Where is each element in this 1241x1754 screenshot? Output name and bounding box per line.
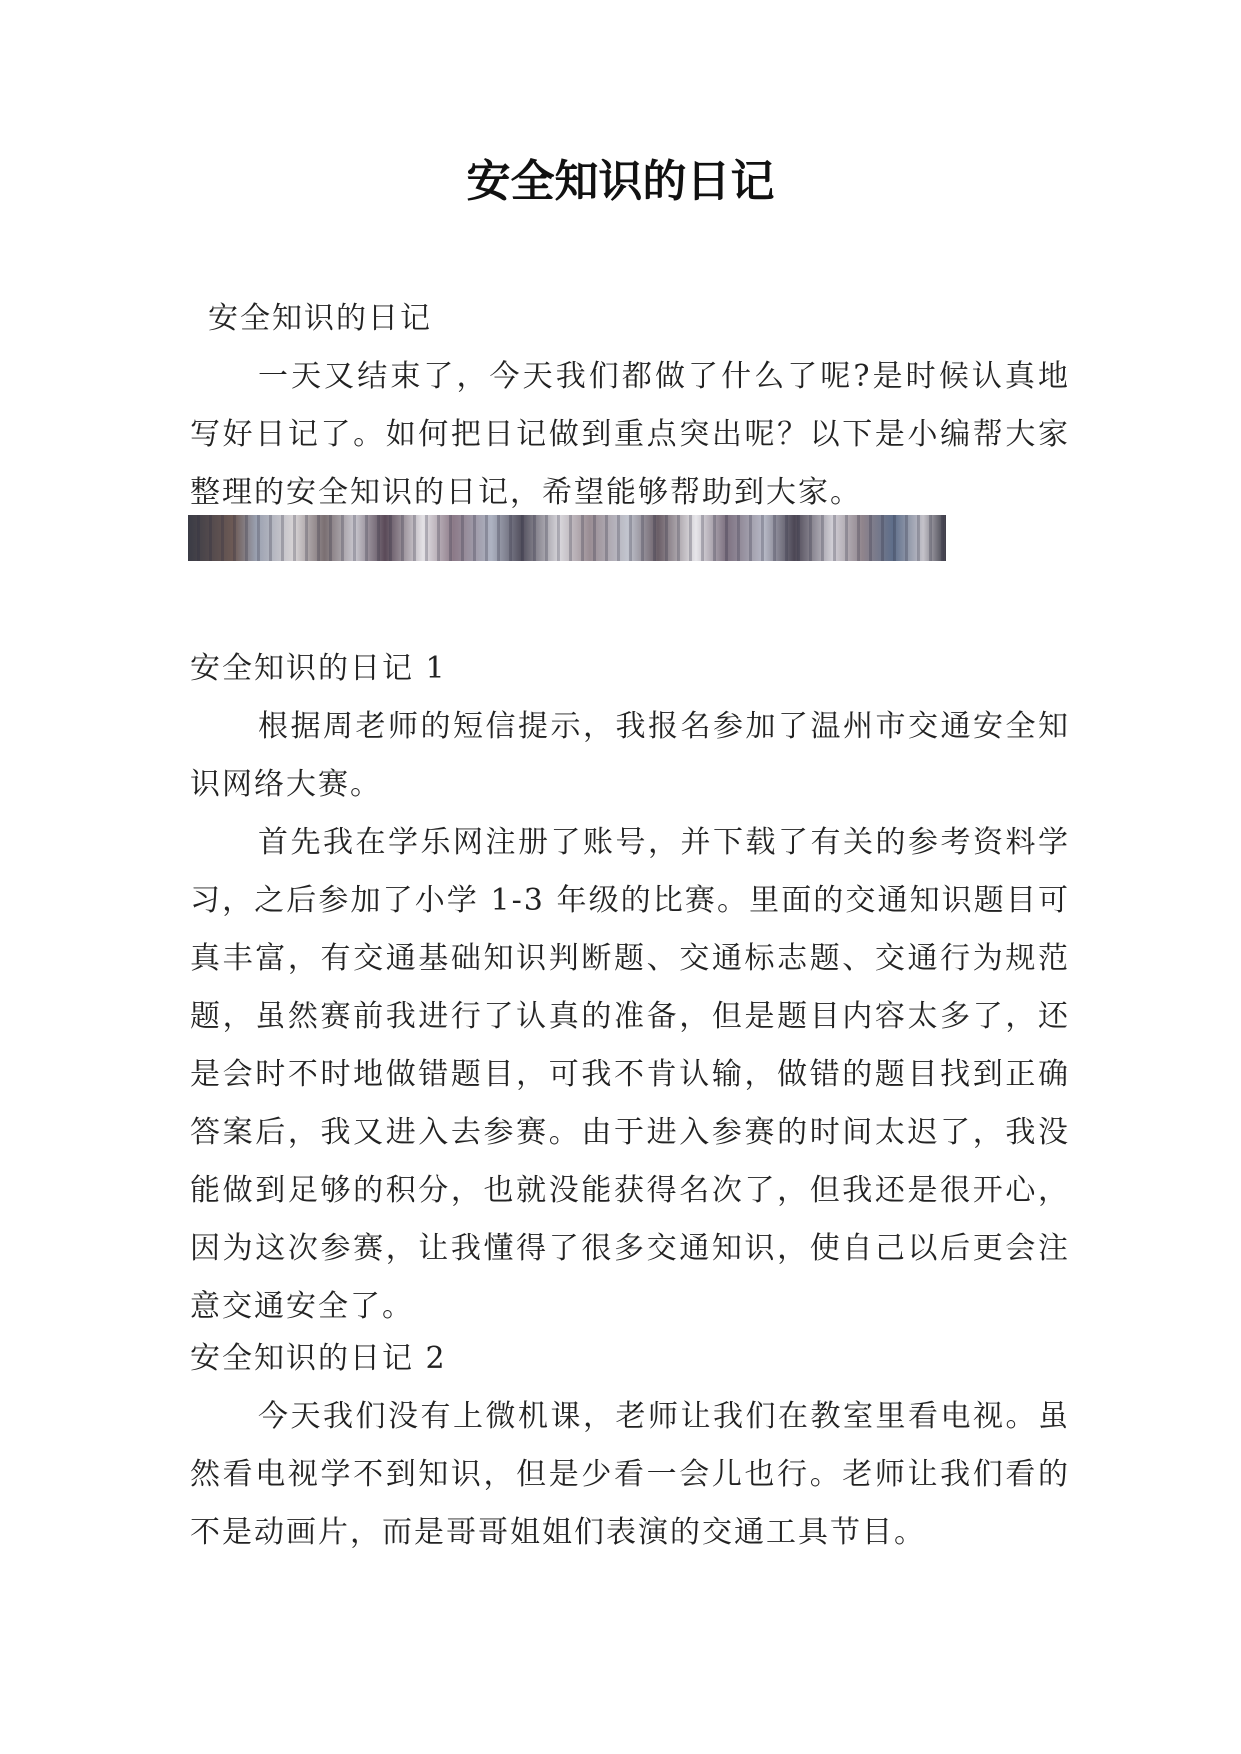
section-1-paragraph-1: 根据周老师的短信提示，我报名参加了温州市交通安全知识网络大赛。 xyxy=(190,709,1070,802)
bookshelf-banner-image xyxy=(188,515,946,561)
section-2-heading: 安全知识的日记 2 xyxy=(190,1341,447,1376)
section-2 xyxy=(190,1330,1070,1562)
section-2-paragraph-1: 今天我们没有上微机课，老师让我们在教室里看电视。虽然看电视学不到知识，但是少看一会儿也行。老师让我们看的不是动画片，而是哥哥姐姐们表演的交通工具节目。 xyxy=(190,1399,1070,1550)
document-subtitle: 安全知识的日记 xyxy=(208,301,432,336)
section-1-heading: 安全知识的日记 1 xyxy=(190,651,447,686)
intro-paragraph: 一天又结束了，今天我们都做了什么了呢?是时候认真地写好日记了。如何把日记做到重点突出呢？以下是小编帮大家整理的安全知识的日记，希望能够帮助到大家。 xyxy=(190,359,1070,510)
section-1 xyxy=(190,640,1070,1336)
section-1-paragraph-2: 首先我在学乐网注册了账号，并下载了有关的参考资料学习，之后参加了小学 1-3 年级的比赛。里面的交通知识题目可真丰富，有交通基础知识判断题、交通标志题、交通行为规范题，虽然赛前我进行了认真的准备，但是题目内容太多了，还是会时不时地做错题目，可我不肯认输，做错的题目找到正确答案后，我又进入去参赛。由于进入参赛的时间太迟了，我没能做到足够的积分，也就没能获得名次了，但我还是很开心，因为这次参赛，让我懂得了很多交通知识，使自己以后更会注意交通安全了。 xyxy=(190,825,1070,1324)
document-title: 安全知识的日记 xyxy=(466,156,775,207)
intro-block xyxy=(190,348,1070,522)
